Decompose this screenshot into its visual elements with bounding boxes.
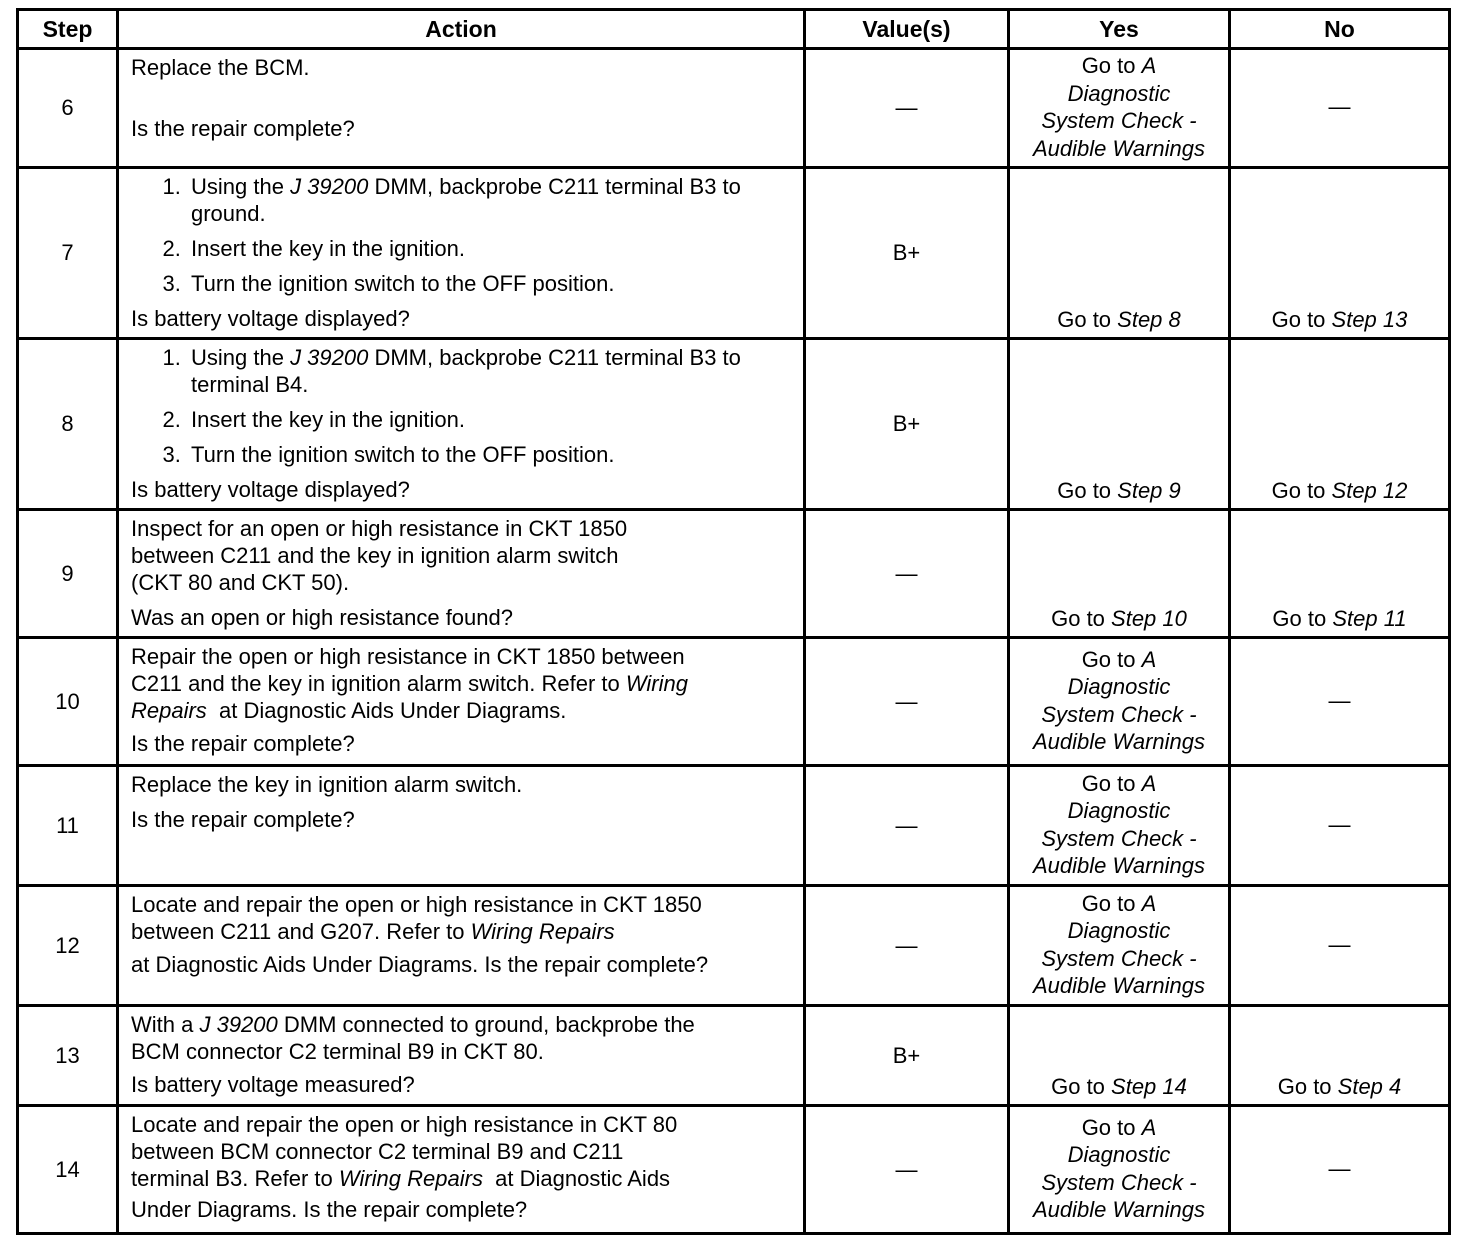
no-cell[interactable]: Go to Step 4 [1230, 1006, 1450, 1106]
action-text-3: (CKT 80 and CKT 50). [131, 570, 350, 595]
yes-cell[interactable]: Go to Step 10 [1009, 510, 1230, 638]
yes-cell[interactable]: Go to A Diagnostic System Check - Audible Warnings [1009, 766, 1230, 886]
action-step-1: 1. Using the J 39200 DMM, backprobe C211 terminal B3 to ground. [187, 173, 793, 227]
table-row [18, 49, 1450, 168]
action-cell [118, 510, 805, 638]
action-steps [131, 344, 793, 468]
action-text-4: Under Diagrams. Is the repair complete? [131, 1197, 528, 1222]
yes-cell[interactable]: Go to A Diagnostic System Check - Audible Warnings [1009, 886, 1230, 1006]
step-number: 13 [18, 1006, 118, 1106]
step-number: 6 [18, 49, 118, 168]
action-text-1: Locate and repair the open or high resistance in CKT 80 [131, 1112, 678, 1137]
header-row [18, 10, 1450, 49]
action-text-1: Locate and repair the open or high resistance in CKT 1850 [131, 892, 702, 917]
yes-cell[interactable]: Go to Step 14 [1009, 1006, 1230, 1106]
action-text-1: Inspect for an open or high resistance in CKT 1850 [131, 516, 628, 541]
action-step-1: 1. Using the J 39200 DMM, backprobe C211 terminal B3 to terminal B4. [187, 344, 793, 398]
step-number: 7 [18, 168, 118, 339]
no-cell: — [1230, 766, 1450, 886]
step-number: 10 [18, 638, 118, 766]
header-yes: Yes [1009, 10, 1230, 49]
value-cell: — [805, 510, 1009, 638]
yes-link-system-check[interactable]: System Check - [1041, 945, 1197, 971]
value-cell: — [805, 886, 1009, 1006]
wiring-repairs-link[interactable]: Wiring Repairs [470, 919, 615, 944]
header-action: Action [118, 10, 805, 49]
no-cell[interactable]: Go to Step 12 [1230, 339, 1450, 510]
action-cell [118, 1006, 805, 1106]
no-step-link[interactable]: Step 12 [1331, 478, 1408, 503]
action-text: Replace the BCM. [131, 55, 310, 80]
tool-name: J 39200 [290, 174, 369, 199]
yes-link-a[interactable]: A [1141, 1114, 1157, 1140]
yes-cell[interactable]: Go to Step 9 [1009, 339, 1230, 510]
action-text-2: between BCM connector C2 terminal B9 and C211 [131, 1139, 624, 1164]
action-step-3: 3. Turn the ignition switch to the OFF position. [187, 270, 793, 297]
action-text: Replace the key in ignition alarm switch. [131, 772, 523, 797]
tool-name: J 39200 [199, 1012, 278, 1037]
action-text-2: between C211 and G207. Refer to Wiring Repairs [131, 919, 615, 944]
header-no: No [1230, 10, 1450, 49]
yes-link-system-check[interactable]: System Check - [1041, 1169, 1197, 1195]
yes-cell[interactable] [1009, 49, 1230, 168]
value-cell: — [805, 638, 1009, 766]
action-cell [118, 766, 805, 886]
yes-link-audible-warnings[interactable]: Audible Warnings [1032, 729, 1206, 754]
yes-link-diagnostic[interactable]: Diagnostic [1067, 798, 1171, 823]
yes-step-link[interactable]: Step 10 [1111, 606, 1187, 631]
yes-cell[interactable]: Go to A Diagnostic System Check - Audible Warnings [1009, 638, 1230, 766]
value-cell: — [805, 1106, 1009, 1234]
no-cell[interactable]: Go to Step 13 [1230, 168, 1450, 339]
yes-link-a[interactable]: A [1141, 770, 1157, 796]
no-cell: — [1230, 886, 1450, 1006]
action-text-1: With a J 39200 DMM connected to ground, backprobe the [131, 1012, 695, 1037]
wiring-repairs-link[interactable]: Wiring Repairs [338, 1166, 483, 1191]
yes-link-a[interactable]: A [1141, 646, 1157, 672]
action-cell [118, 886, 805, 1006]
yes-link-diagnostic[interactable]: Diagnostic [1067, 674, 1171, 699]
action-step-2: 2. Insert the key in the ignition. [187, 235, 793, 262]
no-step-link[interactable]: Step 4 [1337, 1074, 1402, 1099]
action-text-2: BCM connector C2 terminal B9 in CKT 80. [131, 1039, 544, 1064]
no-step-link[interactable]: Step 11 [1332, 606, 1407, 631]
action-cell [118, 339, 805, 510]
yes-cell[interactable]: Go to A Diagnostic System Check - Audible Warnings [1009, 1106, 1230, 1234]
yes-link-system-check[interactable]: System Check - [1041, 701, 1197, 727]
value-cell: B+ [805, 339, 1009, 510]
action-step-3: 3. Turn the ignition switch to the OFF position. [187, 441, 793, 468]
action-question: Was an open or high resistance found? [131, 605, 513, 630]
yes-link-diagnostic[interactable]: Diagnostic [1067, 1142, 1171, 1167]
action-text-3: Repairs at Diagnostic Aids Under Diagrams. [131, 698, 567, 723]
yes-prefix: Go to [1081, 53, 1142, 78]
header-step: Step [18, 10, 118, 49]
yes-link-audible-warnings[interactable]: Audible Warnings [1032, 973, 1206, 998]
action-question: Is the repair complete? [131, 807, 355, 832]
action-cell [118, 638, 805, 766]
step-number: 9 [18, 510, 118, 638]
action-cell [118, 1106, 805, 1234]
table-row [18, 886, 1450, 1006]
table-row [18, 510, 1450, 638]
header-values: Value(s) [805, 10, 1009, 49]
value-cell: — [805, 49, 1009, 168]
yes-link-audible-warnings[interactable]: Audible Warnings [1032, 135, 1206, 161]
value-cell: B+ [805, 168, 1009, 339]
tool-name: J 39200 [290, 345, 369, 370]
yes-link-audible-warnings[interactable]: Audible Warnings [1032, 853, 1206, 878]
no-cell: — [1230, 49, 1450, 168]
table-row [18, 766, 1450, 886]
action-step-2: 2. Insert the key in the ignition. [187, 406, 793, 433]
action-cell [118, 168, 805, 339]
no-cell: — [1230, 638, 1450, 766]
yes-link-diagnostic[interactable]: Diagnostic [1067, 80, 1171, 106]
action-text-2: C211 and the key in ignition alarm switch. Refer to Wiring [131, 671, 688, 696]
action-text-3: at Diagnostic Aids Under Diagrams. Is the repair complete? [131, 952, 709, 977]
action-text-3: terminal B3. Refer to Wiring Repairs at Diagnostic Aids [131, 1166, 671, 1191]
table-row [18, 1006, 1450, 1106]
yes-link-a[interactable]: A [1141, 890, 1157, 916]
action-question: Is the repair complete? [131, 731, 355, 756]
step-number: 8 [18, 339, 118, 510]
action-cell [118, 49, 805, 168]
action-text-1: Repair the open or high resistance in CKT 1850 between [131, 644, 685, 669]
action-question: Is battery voltage displayed? [131, 306, 410, 331]
action-question: Is battery voltage displayed? [131, 477, 410, 502]
yes-link-audible-warnings[interactable]: Audible Warnings [1032, 1197, 1206, 1222]
table-row [18, 168, 1450, 339]
action-text-2: between C211 and the key in ignition alarm switch [131, 543, 619, 568]
action-question: Is the repair complete? [131, 116, 355, 141]
yes-link-system-check[interactable]: System Check - [1041, 825, 1197, 851]
wiring-repairs-link[interactable]: Wiring [625, 671, 688, 696]
table-row [18, 339, 1450, 510]
wiring-repairs-link[interactable]: Repairs [131, 698, 207, 723]
step-number: 14 [18, 1106, 118, 1234]
no-step-link[interactable]: Step 13 [1331, 307, 1408, 332]
yes-link-diagnostic[interactable]: Diagnostic [1067, 918, 1171, 943]
no-cell[interactable]: Go to Step 11 [1230, 510, 1450, 638]
yes-link-a[interactable]: A [1141, 53, 1157, 78]
step-number: 11 [18, 766, 118, 886]
yes-link-system-check[interactable]: System Check - [1041, 108, 1197, 133]
no-cell: — [1230, 1106, 1450, 1234]
step-number: 12 [18, 886, 118, 1006]
action-steps [131, 173, 793, 297]
yes-step-link[interactable]: Step 14 [1111, 1074, 1187, 1099]
value-cell: — [805, 766, 1009, 886]
value-cell: B+ [805, 1006, 1009, 1106]
yes-step-link[interactable]: Step 9 [1117, 478, 1181, 503]
table-row [18, 638, 1450, 766]
action-question: Is battery voltage measured? [131, 1072, 415, 1097]
yes-step-link[interactable]: Step 8 [1117, 307, 1181, 332]
table-row [18, 1106, 1450, 1234]
yes-cell[interactable]: Go to Step 8 [1009, 168, 1230, 339]
diagnostic-table [16, 8, 1451, 1235]
